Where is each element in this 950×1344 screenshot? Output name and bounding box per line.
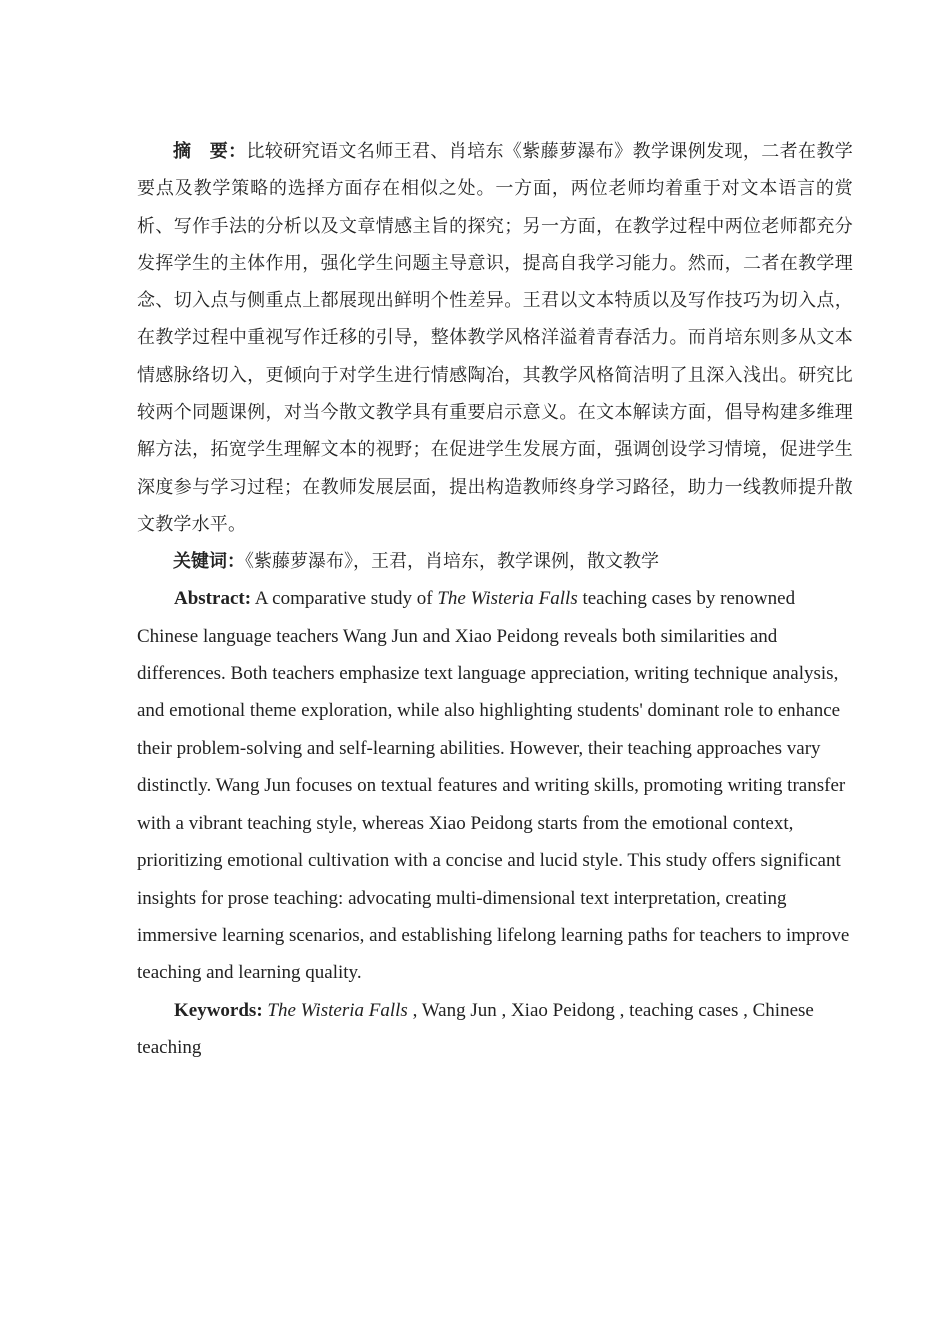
english-keywords-title: The Wisteria Falls [267,999,408,1021]
english-abstract-text-after: teaching cases by renowned Chinese language teachers Wang Jun and Xiao Peidong reveals both similarities and differences. Both teachers emphasize text language appreciation, writing technique analysis, and emotional theme exploration, while also highlighting students' dominant role to enhance their problem-solving and self-learning abilities. However, their teaching approaches vary distinctly. Wang Jun focuses on textual features and writing skills, promoting writing transfer with a vibrant teaching style, whereas Xiao Peidong starts from the emotional context, prioritizing emotional cultivation with a concise and lucid style. This study offers significant insights for prose teaching: advocating multi-dimensional text interpretation, creating immersive learning scenarios, and establishing lifelong learning paths for teachers to improve teaching and learning quality. [137,588,850,984]
english-abstract-title: The Wisteria Falls [437,588,578,610]
chinese-keywords-text: 《紫藤萝瀑布》，王君，肖培东，教学课例，散文教学 [245,551,659,573]
chinese-abstract-label: 摘 要： [173,141,247,162]
chinese-abstract-text: 比较研究语文名师王君、肖培东《紫藤萝瀑布》教学课例发现，二者在教学要点及教学策略的选择方面存在相似之处。一方面，两位老师均着重于对文本语言的赏析、写作手法的分析以及文章情感主旨的探究；另一方面，在教学过程中两位老师都充分发挥学生的主体作用，强化学生问题主导意识，提高自我学习能力。然而，二者在教学理念、切入点与侧重点上都展现出鲜明个性差异。王君以文本特质以及写作技巧为切入点，在教学过程中重视写作迁移的引导，整体教学风格洋溢着青春活力。而肖培东则多从文本情感脉络切入，更倾向于对学生进行情感陶冶，其教学风格简洁明了且深入浅出。研究比较两个同题课例，对当今散文教学具有重要启示意义。在文本解读方面，倡导构建多维理解方法，拓宽学生理解文本的视野；在促进学生发展方面，强调创设学习情境，促进学生深度参与学习过程；在教师发展层面，提出构造教师终身学习路径，助力一线教师提升散文教学水平。 [137,141,853,535]
english-abstract-paragraph [137,580,853,991]
chinese-keywords-paragraph [137,543,853,580]
english-keywords-text: , Wang Jun , Xiao Peidong , teaching cases , Chinese teaching [137,999,814,1059]
english-keywords-paragraph [137,992,853,1067]
english-abstract-text-before: A comparative study of [251,588,438,610]
english-keywords-label: Keywords: [174,999,263,1021]
abstract-section [137,133,853,1067]
english-abstract-label: Abstract: [174,588,252,610]
chinese-keywords-label: 关键词： [173,551,245,573]
chinese-abstract-paragraph [137,133,853,543]
